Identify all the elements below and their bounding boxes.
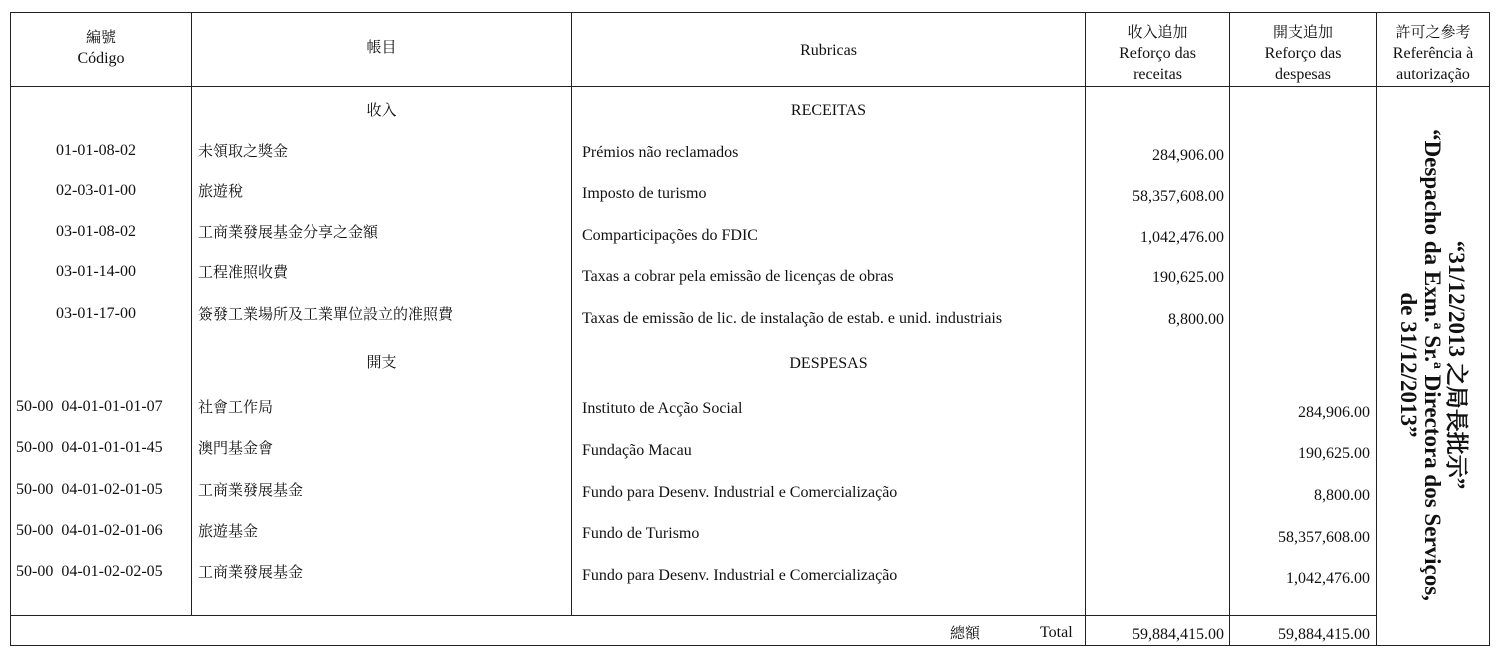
row-code: 50-00 04-01-02-01-06: [16, 522, 163, 539]
row-rubric-pt: Taxas de emissão de lic. de instalação de estab. e unid. industriais: [582, 310, 1003, 327]
row-rubric-pt: Imposto de turismo: [582, 185, 707, 202]
row-item-zh: 旅遊稅: [198, 182, 244, 200]
row-item-zh: 未領取之獎金: [198, 142, 289, 160]
section-expense-pt: DESPESAS: [789, 355, 868, 372]
section-revenue-zh: 收入: [366, 101, 397, 119]
total-revenue: 59,884,415.00: [1132, 626, 1224, 643]
row-item-zh: 社會工作局: [198, 398, 274, 416]
row-revenue-amount: 190,625.00: [1152, 269, 1224, 286]
authorization-reference: [1376, 100, 1488, 630]
row-code: 50-00 04-01-02-02-05: [16, 563, 163, 580]
row-expense-amount: 284,906.00: [1298, 404, 1370, 421]
row-code: 02-03-01-00: [56, 182, 136, 199]
header-expense: 開支追加 Reforço das despesas: [1264, 23, 1342, 83]
row-revenue-amount: 58,357,608.00: [1132, 188, 1224, 205]
row-code: 01-01-08-02: [56, 142, 136, 159]
row-expense-amount: 1,042,476.00: [1286, 570, 1370, 587]
row-item-zh: 澳門基金會: [198, 439, 274, 457]
row-revenue-amount: 8,800.00: [1168, 311, 1224, 328]
total-expense: 59,884,415.00: [1278, 626, 1370, 643]
col-divider: [1229, 12, 1230, 646]
row-code: 03-01-17-00: [56, 305, 136, 322]
row-item-zh: 簽發工業場所及工業單位設立的准照費: [198, 305, 454, 323]
reference-line-date: de 31/12/2013”: [1396, 292, 1421, 438]
row-expense-amount: 8,800.00: [1314, 487, 1370, 504]
row-revenue-amount: 284,906.00: [1152, 147, 1224, 164]
section-expense-zh: 開支: [366, 353, 397, 371]
row-rubric-pt: Comparticipações do FDIC: [582, 227, 758, 244]
header-reference: 許可之參考 Referência à autorização: [1392, 23, 1474, 83]
total-divider: [10, 615, 1377, 616]
reference-line-pt: “Despacho da Exm.ª Sr.ª Directora dos Serviços,: [1420, 129, 1445, 601]
row-rubric-pt: Prémios não reclamados: [582, 144, 739, 161]
row-code: 03-01-14-00: [56, 263, 136, 280]
row-rubric-pt: Fundação Macau: [582, 442, 692, 459]
row-code: 50-00 04-01-01-01-07: [16, 398, 163, 415]
header-code: 編號 Código: [77, 28, 125, 67]
row-rubric-pt: Instituto de Acção Social: [582, 400, 743, 417]
header-item: 帳目: [366, 38, 397, 56]
row-code: 50-00 04-01-02-01-05: [16, 481, 163, 498]
header-revenue: 收入追加 Reforço das receitas: [1119, 23, 1196, 83]
row-rubric-pt: Fundo de Turismo: [582, 525, 700, 542]
header-rubricas: Rubricas: [800, 42, 857, 59]
row-rubric-pt: Taxas a cobrar pela emissão de licenças de obras: [582, 268, 894, 285]
section-revenue-pt: RECEITAS: [790, 102, 867, 119]
row-revenue-amount: 1,042,476.00: [1140, 229, 1224, 246]
reference-line-zh: “31/12/2013 之局長批示”: [1444, 240, 1469, 490]
row-code: 03-01-08-02: [56, 223, 136, 240]
header-divider: [10, 86, 1490, 87]
row-rubric-pt: Fundo para Desenv. Industrial e Comercialização: [582, 567, 898, 584]
row-rubric-pt: Fundo para Desenv. Industrial e Comercialização: [582, 484, 898, 501]
row-item-zh: 旅遊基金: [198, 522, 259, 540]
total-label-zh: 總額: [950, 624, 981, 642]
row-item-zh: 工商業發展基金: [198, 481, 304, 499]
row-item-zh: 工程准照收費: [198, 263, 289, 281]
row-item-zh: 工商業發展基金分享之金額: [198, 223, 379, 241]
row-item-zh: 工商業發展基金: [198, 563, 304, 581]
total-label-pt: Total: [1040, 624, 1073, 641]
row-expense-amount: 58,357,608.00: [1278, 529, 1370, 546]
row-code: 50-00 04-01-01-01-45: [16, 439, 163, 456]
row-expense-amount: 190,625.00: [1298, 445, 1370, 462]
